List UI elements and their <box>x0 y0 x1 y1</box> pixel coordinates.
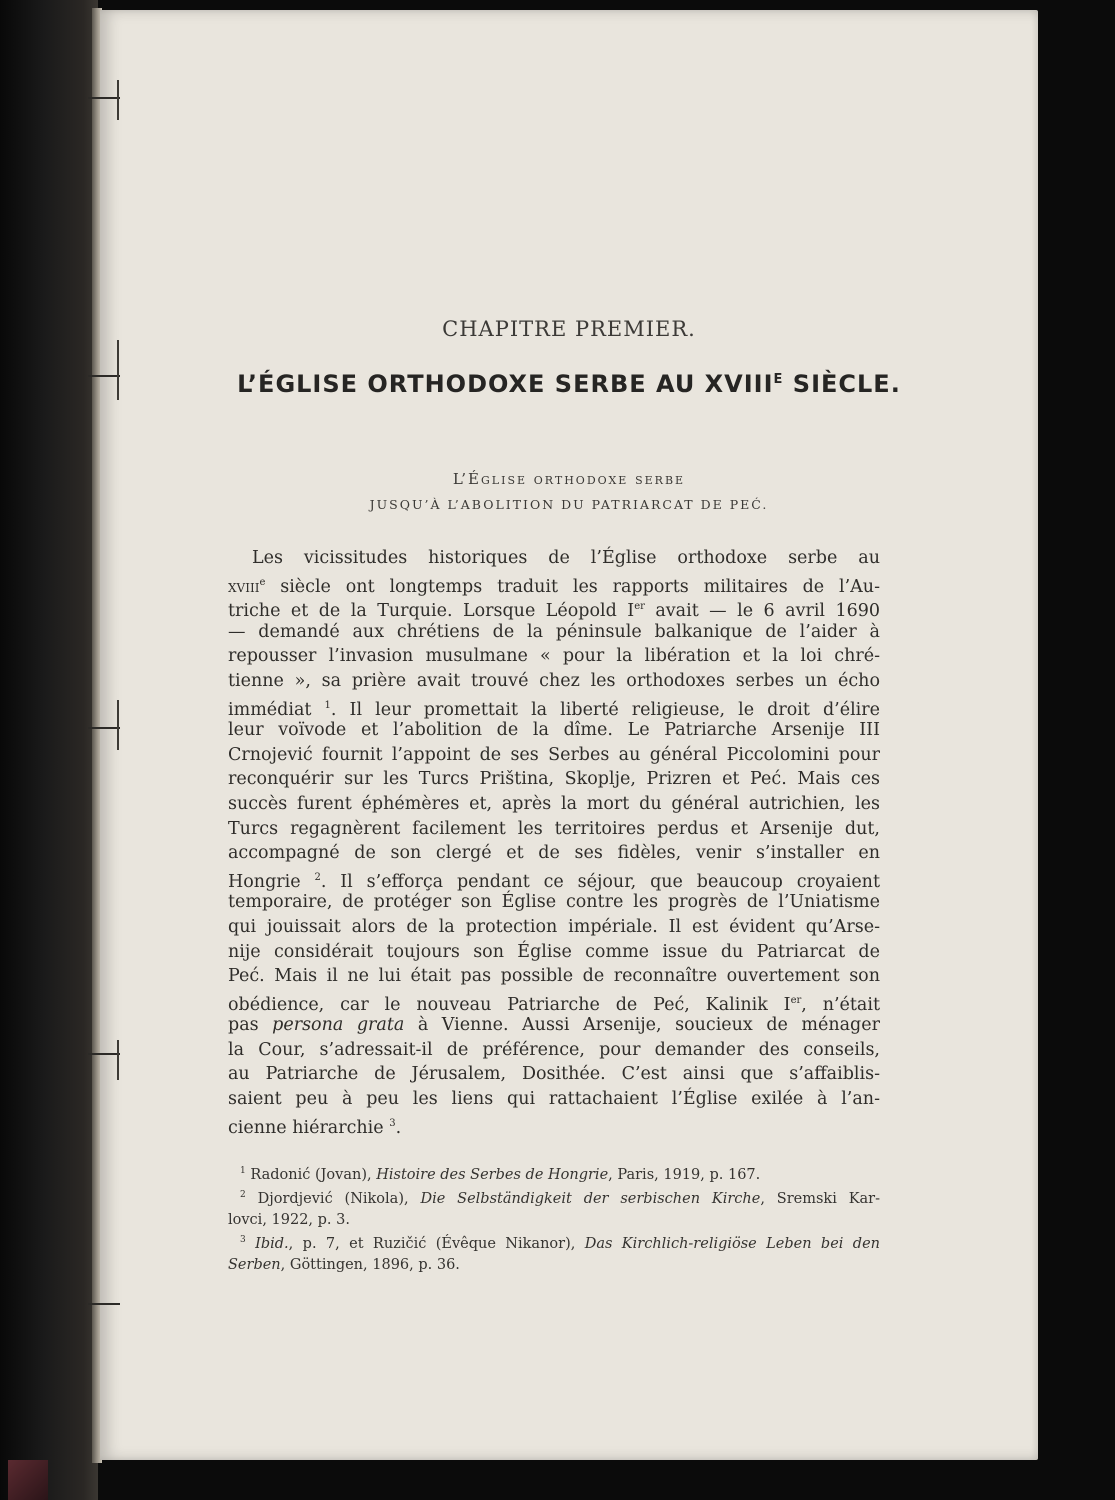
section-heading-line2: JUSQU’À L’ABOLITION DU PATRIARCAT DE PEĆ. <box>369 497 769 512</box>
text-line: qui jouissait alors de la protection impériale. Il est évident qu’Arse- <box>228 916 880 937</box>
text-line: reconquérir sur les Turcs Priština, Skoplje, Prizren et Peć. Mais ces <box>228 769 880 790</box>
text-line: cienne hiérarchie $^3$. <box>228 1117 402 1138</box>
text-line: tienne », sa prière avait trouvé chez les orthodoxes serbes un écho <box>228 670 880 691</box>
binding-stitch <box>88 1303 120 1305</box>
footnote-1: $^1$ Radonić (Jovan), Histoire des Serbes de Hongrie, Paris, 1919, p. 167. <box>240 1166 761 1183</box>
text-line: Crnojević fournit l’appoint de ses Serbes au général Piccolomini pour <box>228 744 880 765</box>
text-line: immédiat $^1$. Il leur promettait la liberté religieuse, le droit d’élire <box>228 699 880 720</box>
text-line: obédience, car le nouveau Patriarche de Peć, Kalinik Ier, n’était <box>228 994 880 1015</box>
chapter-title: L’ÉGLISE ORTHODOXE SERBE AU $XVIII^E$ SIÈCLE. <box>237 370 901 398</box>
text-line: accompagné de son clergé et de ses fidèles, venir s’installer en <box>228 843 880 864</box>
binding-stitch <box>88 727 120 729</box>
binding-thread <box>117 700 119 750</box>
footnotes <box>228 1161 880 1275</box>
text-line: Turcs regagnèrent facilement les territoires perdus et Arsenije dut, <box>228 818 880 839</box>
text-line: Hongrie $^2$. Il s’efforça pendant ce séjour, que beaucoup croyaient <box>228 871 880 892</box>
text-line: temporaire, de protéger son Église contre les progrès de l’Uniatisme <box>228 892 880 913</box>
binding-stitch <box>88 97 120 99</box>
text-line: repousser l’invasion musulmane « pour la libération et la loi chré- <box>228 646 880 667</box>
text-line: triche et de la Turquie. Lorsque Léopold Ier avait — le 6 avril 1690 <box>228 601 881 622</box>
text-line: saient peu à peu les liens qui rattachaient l’Église exilée à l’an- <box>228 1089 880 1110</box>
text-line: Peć. Mais il ne lui était pas possible de reconnaître ouvertement son <box>228 966 880 987</box>
book-spine <box>0 0 98 1500</box>
chapter-heading: CHAPITRE PREMIER. <box>442 317 696 341</box>
binding-stitch <box>88 1053 120 1055</box>
footnote-2: $^2$ Djordjević (Nikola), Die Selbständigkeit der serbischen Kirche, Sremski Kar- lovci, 1922, p. 3. <box>228 1190 881 1228</box>
text-line: nije considérait toujours son Église comme issue du Patriarcat de <box>228 941 880 962</box>
footnote-3: $^3$ Ibid., p. 7, et Ruzičić (Évêque Nikanor), Das Kirchlich-religiöse Leben bei den Serben, Göttingen, 1896, p. 36. <box>228 1235 881 1273</box>
bookmark-ribbon <box>8 1460 48 1500</box>
body-text <box>228 546 880 1136</box>
text-line: la Cour, s’adressait-il de préférence, pour demander des conseils, <box>228 1039 880 1060</box>
text-line: Les vicissitudes historiques de l’Église orthodoxe serbe au <box>252 548 880 568</box>
text-line: leur voïvode et l’abolition de la dîme. Le Patriarche Arsenije III <box>228 720 880 741</box>
text-line: xviii$^e$ siècle ont longtemps traduit les rapports militaires de l’Au- <box>228 576 880 597</box>
binding-thread <box>117 80 119 120</box>
text-line: — demandé aux chrétiens de la péninsule balkanique de l’aider à <box>228 621 880 642</box>
text-line: pas persona grata à Vienne. Aussi Arsenije, soucieux de ménager <box>228 1015 880 1036</box>
text-line: au Patriarche de Jérusalem, Dosithée. C’est ainsi que s’affaiblis- <box>228 1064 880 1085</box>
section-heading-line1: L’Église orthodoxe serbe <box>452 470 686 488</box>
text-line: succès furent éphémères et, après la mort du général autrichien, les <box>228 793 880 814</box>
binding-thread <box>117 1040 119 1080</box>
